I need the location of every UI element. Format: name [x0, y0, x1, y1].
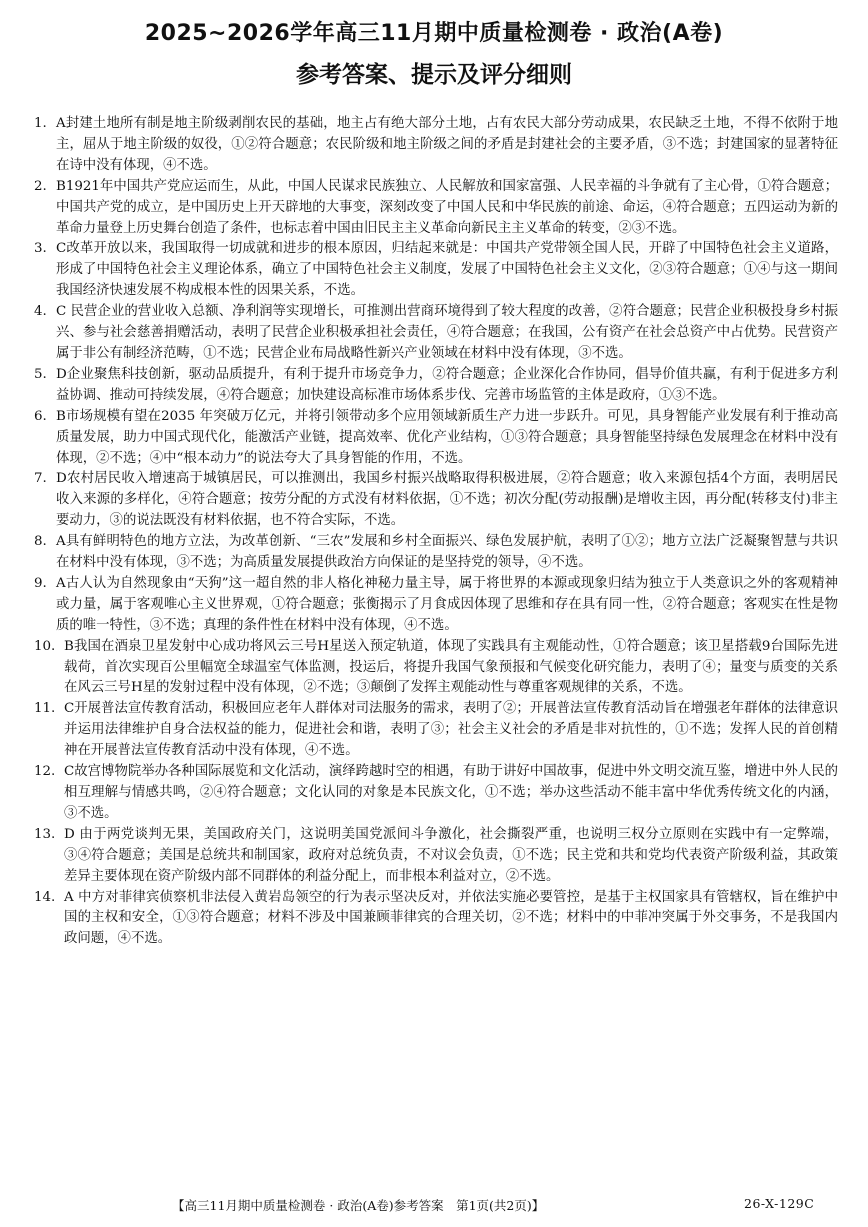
answer-explanation: A古人认为自然现象由“天狗”这一超自然的非人格化神秘力量主导，属于将世界的本源或现象归结为独立于人类意识之外的客观精神或力量，属于客观唯心主义世界观，①符合题意；张衡揭示了月食成因体现了思维和存在具有同一性，②符合题意；客观实在性是物质的唯一特性，③不选；真理的条件性在材料中没有体现，④不选。 — [56, 575, 838, 633]
question-number: 9. — [34, 575, 47, 591]
answer-item — [34, 239, 838, 302]
answer-explanation: D 由于两党谈判无果，美国政府关门，这说明美国党派间斗争激化，社会撕裂严重，也说明三权分立原则在实践中有一定弊端，③④符合题意；美国是总统共和制国家，政府对总统负责，不对议会负责，①不选；民主党和共和党均代表资产阶级利益，其政策差异主要体现在资产阶级内部不同群体的利益分配上，而非根本利益对立，②不选。 — [64, 826, 838, 884]
answer-explanation: D企业聚焦科技创新，驱动品质提升，有利于提升市场竞争力，②符合题意；企业深化合作协同，倡导价值共赢，有利于促进多方利益协调、推动可持续发展，④符合题意；加快建设高标准市场体系步伐、完善市场监管的主体是政府，①③不选。 — [56, 366, 838, 403]
answer-explanation: C改革开放以来，我国取得一切成就和进步的根本原因，归结起来就是：中国共产党带领全国人民，开辟了中国特色社会主义道路，形成了中国特色社会主义理论体系，确立了中国特色社会主义制度，发展了中国特色社会主义文化，②③符合题意；①④与这一期间我国经济快速发展不构成根本性的因果关系，不选。 — [56, 241, 838, 299]
answer-explanation: C开展普法宣传教育活动，积极回应老年人群体对司法服务的需求，表明了②；开展普法宣传教育活动旨在增强老年群体的法律意识并运用法律维护自身合法权益的能力，促进社会和谐，表明了③；社会主义社会的矛盾是非对抗性的，①不选；发挥人民的首创精神在开展普法宣传教育活动中没有体现，④不选。 — [64, 701, 838, 759]
footer-page-info: 【高三11月期中质量检测卷 · 政治(A卷)参考答案 第1页(共2页)】 — [172, 1198, 545, 1213]
answer-item — [34, 114, 838, 177]
answer-item — [34, 302, 838, 365]
answer-explanation: C故宫博物院举办各种国际展览和文化活动，演绎跨越时空的相遇，有助于讲好中国故事，促进中外文明交流互鉴，增进中外人民的相互理解与情感共鸣，②④符合题意；文化认同的对象是本民族文化，①不选；举办这些活动不能丰富中华优秀传统文化的内涵，③不选。 — [64, 764, 838, 821]
answer-item — [34, 825, 838, 888]
answer-item — [34, 762, 838, 825]
answer-explanation: B我国在酒泉卫星发射中心成功将风云三号H星送入预定轨道，体现了实践具有主观能动性，①符合题意；该卫星搭载9台国际先进载荷，首次实现百公里幅宽全球温室气体监测，投运后，将提升我国气象预报和气候变化研究能力，表明了④；量变与质变的关系在风云三号H星的发射过程中没有体现，②不选；③颠倒了发挥主观能动性与尊重客观规律的关系，不选。 — [64, 638, 838, 696]
answer-item — [34, 365, 838, 407]
question-number: 13. — [34, 826, 56, 842]
answer-item — [34, 177, 838, 240]
question-number: 6. — [34, 408, 47, 424]
question-number: 14. — [34, 889, 56, 905]
answer-item — [34, 469, 838, 532]
question-number: 1. — [34, 116, 47, 131]
answer-explanation: A封建土地所有制是地主阶级剥削农民的基础，地主占有绝大部分土地，占有农民大部分劳动成果，农民缺乏土地，不得不依附于地主，屈从于地主阶级的奴役，①②符合题意；农民阶级和地主阶级之间的矛盾是封建社会的主要矛盾，③不选；封建国家的显著特征在诗中没有体现，④不选。 — [56, 116, 838, 173]
exam-title: 2025~2026学年高三11月期中质量检测卷 · 政治(A卷) — [144, 21, 724, 46]
question-number: 2. — [34, 178, 47, 194]
answer-explanation: D农村居民收入增速高于城镇居民，可以推测出，我国乡村振兴战略取得积极进展，②符合题意；收入来源包括4个方面，表明居民收入来源的多样化，④符合题意；按劳分配的方式没有材料依据，①不选；初次分配(劳动报酬)是增收主因，再分配(转移支付)非主要动力，③的说法既没有材料依据，也不符合实际，不选。 — [56, 471, 838, 529]
answer-item — [34, 532, 838, 574]
answer-item — [34, 699, 838, 762]
question-number: 3. — [34, 241, 47, 257]
answer-explanation: B1921年中国共产党应运而生，从此，中国人民谋求民族独立、人民解放和国家富强、人民幸福的斗争就有了主心骨，①符合题意；中国共产党的成立，是中国历史上开天辟地的大事变，深刻改变了中国人民和中华民族的前途、命运，④符合题意；五四运动为新的革命力量登上历史舞台创造了条件，也标志着中国由旧民主主义革命向新民主主义革命的转变，②③不选。 — [56, 178, 838, 236]
question-number: 7. — [34, 471, 47, 487]
answer-explanation: A具有鲜明特色的地方立法，为改革创新、“三农”发展和乡村全面振兴、绿色发展护航，表明了①②；地方立法广泛凝聚智慧与共识在材料中没有体现，③不选；为高质量发展提供政治方向保证的是坚持党的领导，④不选。 — [56, 534, 838, 571]
question-number: 8. — [34, 534, 47, 550]
answer-explanation: A 中方对菲律宾侦察机非法侵入黄岩岛领空的行为表示坚决反对，并依法实施必要管控，是基于主权国家具有管辖权，旨在维护中国的主权和安全，①③符合题意；材料不涉及中国兼顾菲律宾的合理关切，②不选；材料中的中菲冲突属于外交事务，不是我国内政问题，④不选。 — [64, 889, 838, 947]
question-number: 12. — [34, 764, 56, 780]
answer-key-subtitle: 参考答案、提示及评分细则 — [296, 62, 572, 88]
question-number: 4. — [34, 304, 47, 320]
answer-item — [34, 637, 838, 700]
answer-explanation: C 民营企业的营业收入总额、净利润等实现增长，可推测出营商环境得到了较大程度的改善，②符合题意；民营企业积极投身乡村振兴、参与社会慈善捐赠活动，表明了民营企业积极承担社会责任，④符合题意；在我国，公有资产在社会总资产中占优势。民营资产属于非公有制经济范畴，①不选；民营企业布局战略性新兴产业领域在材料中没有体现，③不选。 — [56, 304, 838, 361]
answer-item — [34, 888, 838, 951]
answer-explanation: B市场规模有望在2035 年突破万亿元，并将引领带动多个应用领域新质生产力进一步跃升。可见，具身智能产业发展有利于推动高质量发展，助力中国式现代化，能激活产业链，提高效率、优化产业结构，①③符合题意；具身智能坚持绿色发展理念在材料中没有体现，②不选；④中“根本动力”的说法夸大了具身智能的作用，不选。 — [56, 408, 838, 466]
answer-list — [34, 114, 838, 950]
question-number: 10. — [34, 638, 56, 654]
question-number: 11. — [34, 701, 56, 717]
question-number: 5. — [34, 366, 47, 382]
answer-item — [34, 574, 838, 637]
answer-item — [34, 407, 838, 470]
footer-doc-code: 26-X-129C — [744, 1196, 815, 1211]
